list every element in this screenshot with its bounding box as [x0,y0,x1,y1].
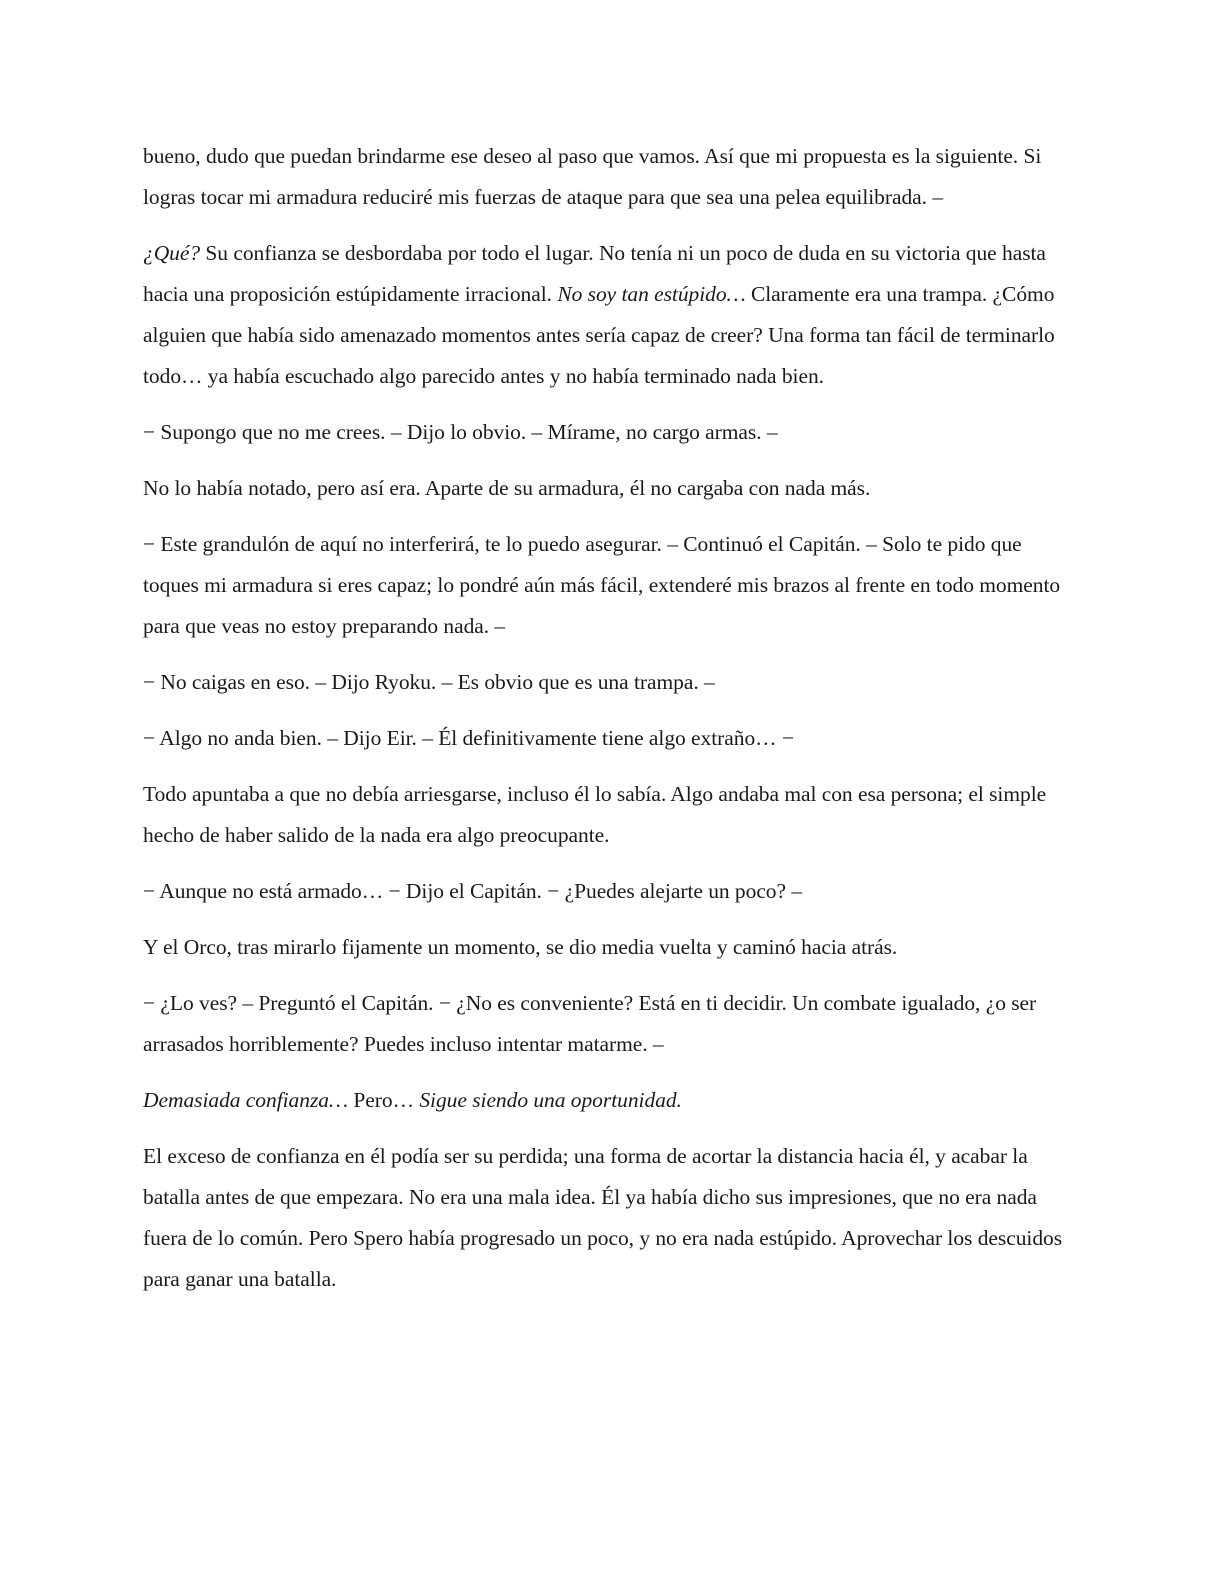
document-page [143,136,1073,1300]
text-run: − Aunque no está armado… − Dijo el Capitán. − ¿Puedes alejarte un poco? – [143,879,803,903]
paragraph [143,662,1073,703]
paragraph [143,871,1073,912]
paragraph [143,774,1073,856]
italic-text-run: Sigue siendo una oportunidad. [419,1088,682,1112]
paragraph [143,983,1073,1065]
paragraph [143,718,1073,759]
italic-text-run: ¿Qué? [143,241,201,265]
text-run: Todo apuntaba a que no debía arriesgarse, incluso él lo sabía. Algo andaba mal con esa persona; el simple hecho de haber salido de la nada era algo preocupante. [143,782,1047,847]
paragraph [143,468,1073,509]
text-run: − Algo no anda bien. – Dijo Eir. – Él definitivamente tiene algo extraño… − [143,726,795,750]
paragraph [143,412,1073,453]
paragraph [143,136,1073,218]
italic-text-run: Demasiada confianza… [143,1088,349,1112]
text-run: bueno, dudo que puedan brindarme ese deseo al paso que vamos. Así que mi propuesta es la siguiente. Si logras tocar mi armadura reduciré mis fuerzas de ataque para que sea una pelea equilibrada. – [143,144,1042,209]
paragraph [143,927,1073,968]
text-run: − ¿Lo ves? – Preguntó el Capitán. − ¿No es conveniente? Está en ti decidir. Un combate igualado, ¿o ser arrasados horriblemente? Puedes incluso intentar matarme. – [143,991,1037,1056]
text-run: − Supongo que no me crees. – Dijo lo obvio. – Mírame, no cargo armas. – [143,420,778,444]
paragraph [143,524,1073,647]
text-run: Claramente era una trampa. ¿Cómo alguien que había sido amenazado momentos antes sería capaz de creer? Una forma tan fácil de terminarlo todo… ya había escuchado algo parecido antes y no había terminado nada bien. [143,282,1055,388]
text-run: Y el Orco, tras mirarlo fijamente un momento, se dio media vuelta y caminó hacia atrás. [143,935,898,959]
text-run: − No caigas en eso. – Dijo Ryoku. – Es obvio que es una trampa. – [143,670,715,694]
text-run: No lo había notado, pero así era. Aparte de su armadura, él no cargaba con nada más. [143,476,871,500]
italic-text-run: No soy tan estúpido… [557,282,746,306]
text-run: Su confianza se desbordaba por todo el lugar. No tenía ni un poco de duda en su victoria que hasta hacia una proposición estúpidamente irracional. [143,241,1046,306]
paragraph [143,233,1073,397]
paragraph [143,1080,1073,1121]
paragraph [143,1136,1073,1300]
text-run: El exceso de confianza en él podía ser su perdida; una forma de acortar la distancia hacia él, y acabar la batalla antes de que empezara. No era una mala idea. Él ya había dicho sus impresiones, que no era nada fuera de lo común. Pero Spero había progresado un poco, y no era nada estúpido. Aprovechar los descuidos para ganar una batalla. [143,1144,1063,1291]
text-run: − Este grandulón de aquí no interferirá, te lo puedo asegurar. – Continuó el Capitán. – Solo te pido que toques mi armadura si eres capaz; lo pondré aún más fácil, extenderé mis brazos al frente en todo momento para que veas no estoy preparando nada. – [143,532,1061,638]
text-run: Pero… [348,1088,420,1112]
